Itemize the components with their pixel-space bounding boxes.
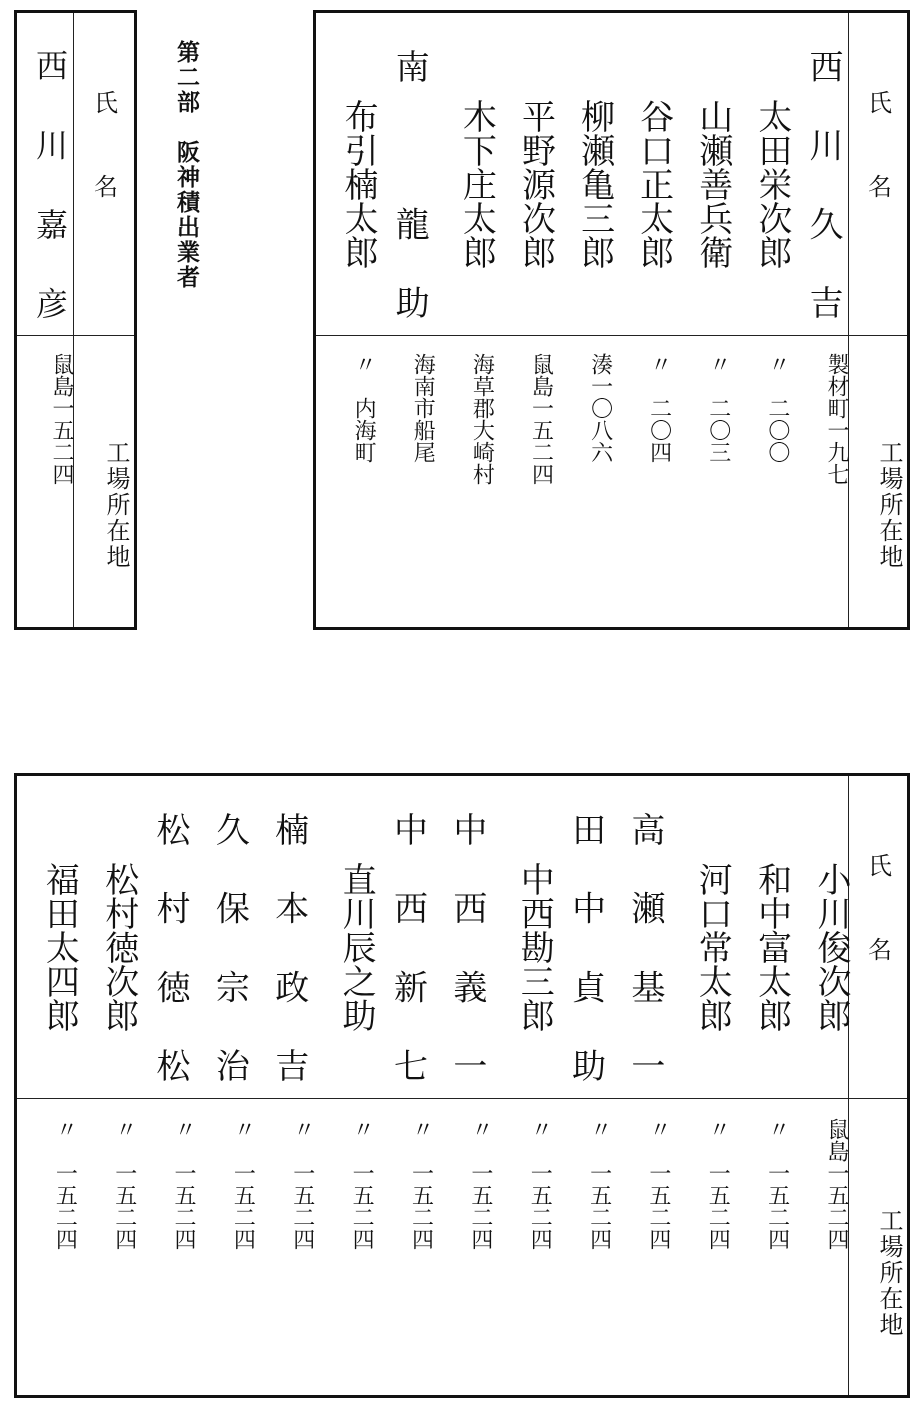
table-c [14, 773, 910, 1398]
factory-address: 鼠島一五二四 [528, 353, 554, 485]
factory-address: 〃 一五二四 [467, 1118, 493, 1250]
factory-address: 〃 二〇三 [705, 353, 731, 463]
person-name: 小川俊次郎 [811, 862, 851, 1032]
table-a [313, 10, 910, 630]
factory-address: 〃 一五二四 [52, 1118, 78, 1250]
factory-address: 〃 一五二四 [645, 1118, 671, 1250]
table-row [611, 776, 670, 1395]
factory-address: 〃 一五二四 [111, 1118, 137, 1250]
person-name: 西川久吉 [803, 49, 843, 364]
person-name: 平野源次郎 [515, 99, 556, 269]
table-row [551, 776, 610, 1395]
factory-address: 海草郡大崎村 [469, 353, 495, 485]
table-row [136, 776, 195, 1395]
table-row [671, 13, 733, 627]
table-b-header [73, 13, 134, 627]
table-row [432, 776, 491, 1395]
table-row [316, 13, 379, 627]
person-name: 木下庄太郎 [456, 99, 497, 269]
person-name: 和中富太郎 [751, 862, 792, 1032]
factory-address: 鼠島一五二四 [824, 1118, 849, 1250]
factory-address: 〃 一五二四 [764, 1118, 790, 1250]
address-header: 工場所在地 [102, 440, 130, 570]
table-row [670, 776, 733, 1395]
person-name: 松村徳次郎 [98, 862, 139, 1032]
person-name: 布引楠太郎 [338, 99, 379, 269]
person-name: 柳瀬亀三郎 [574, 99, 615, 269]
factory-address: 海南市船尾 [410, 353, 436, 463]
person-name: 中西新七 [387, 812, 428, 1127]
person-name: 河口常太郎 [692, 862, 733, 1032]
table-b [14, 10, 137, 630]
table-a-header [848, 13, 907, 627]
table-a-columns [316, 13, 848, 627]
table-row [493, 13, 556, 627]
factory-address: 〃 一五二四 [705, 1118, 731, 1250]
table-row [552, 13, 615, 627]
table-row [612, 13, 674, 627]
person-name: 中西勘三郎 [514, 862, 555, 1032]
name-header: 氏名 [863, 90, 892, 258]
name-header: 氏名 [89, 90, 118, 258]
factory-address: 〃 一五二四 [527, 1118, 553, 1250]
table-row [314, 776, 377, 1395]
table-row [254, 776, 313, 1395]
table-row [373, 776, 432, 1395]
table-b-columns [17, 13, 73, 627]
factory-address: 〃 一五二四 [586, 1118, 612, 1250]
factory-address: 〃 二〇四 [646, 353, 672, 463]
address-header: 工場所在地 [875, 1208, 903, 1338]
person-name: 中西義一 [446, 812, 487, 1127]
table-row [375, 13, 434, 627]
factory-address: 〃 一五二四 [408, 1118, 434, 1250]
person-name: 谷口正太郎 [633, 99, 674, 269]
table-row [434, 13, 497, 627]
person-name: 田中貞助 [565, 812, 606, 1127]
factory-address: 〃 二〇〇 [764, 353, 790, 463]
table-row [492, 776, 555, 1395]
person-name: 西川嘉彦 [31, 49, 69, 367]
table-row [76, 776, 139, 1395]
person-name: 直川辰之助 [336, 862, 377, 1032]
factory-address: 〃 一五二四 [230, 1118, 256, 1250]
address-header: 工場所在地 [875, 440, 903, 570]
person-name: 久保宗治 [209, 812, 250, 1127]
table-row [17, 776, 80, 1395]
factory-address: 〃 一五二四 [349, 1118, 375, 1250]
table-row [789, 13, 848, 627]
person-name: 南 龍助 [389, 49, 430, 364]
person-name: 楠本政吉 [268, 812, 309, 1127]
person-name: 山瀬善兵衛 [692, 99, 733, 269]
factory-address: 製材町一九七 [824, 353, 849, 485]
table-row [730, 13, 792, 627]
section-title: 第二部 阪神積出業者 [173, 40, 199, 290]
factory-address: 〃 一五二四 [171, 1118, 197, 1250]
person-name: 太田栄次郎 [751, 99, 792, 269]
person-name: 松村徳松 [150, 812, 191, 1127]
person-name: 高瀬基一 [624, 812, 665, 1127]
factory-address: 湊一〇八六 [587, 353, 613, 463]
factory-address: 〃 内海町 [351, 353, 377, 463]
table-row [195, 776, 254, 1395]
table-row [789, 776, 851, 1395]
table-row [17, 13, 73, 627]
table-c-header [848, 776, 907, 1395]
factory-address: 鼠島一五二四 [49, 353, 74, 485]
name-header: 氏名 [863, 853, 892, 1021]
table-row [729, 776, 792, 1395]
person-name: 福田太四郎 [39, 862, 80, 1032]
table-c-columns [17, 776, 851, 1395]
factory-address: 〃 一五二四 [289, 1118, 315, 1250]
